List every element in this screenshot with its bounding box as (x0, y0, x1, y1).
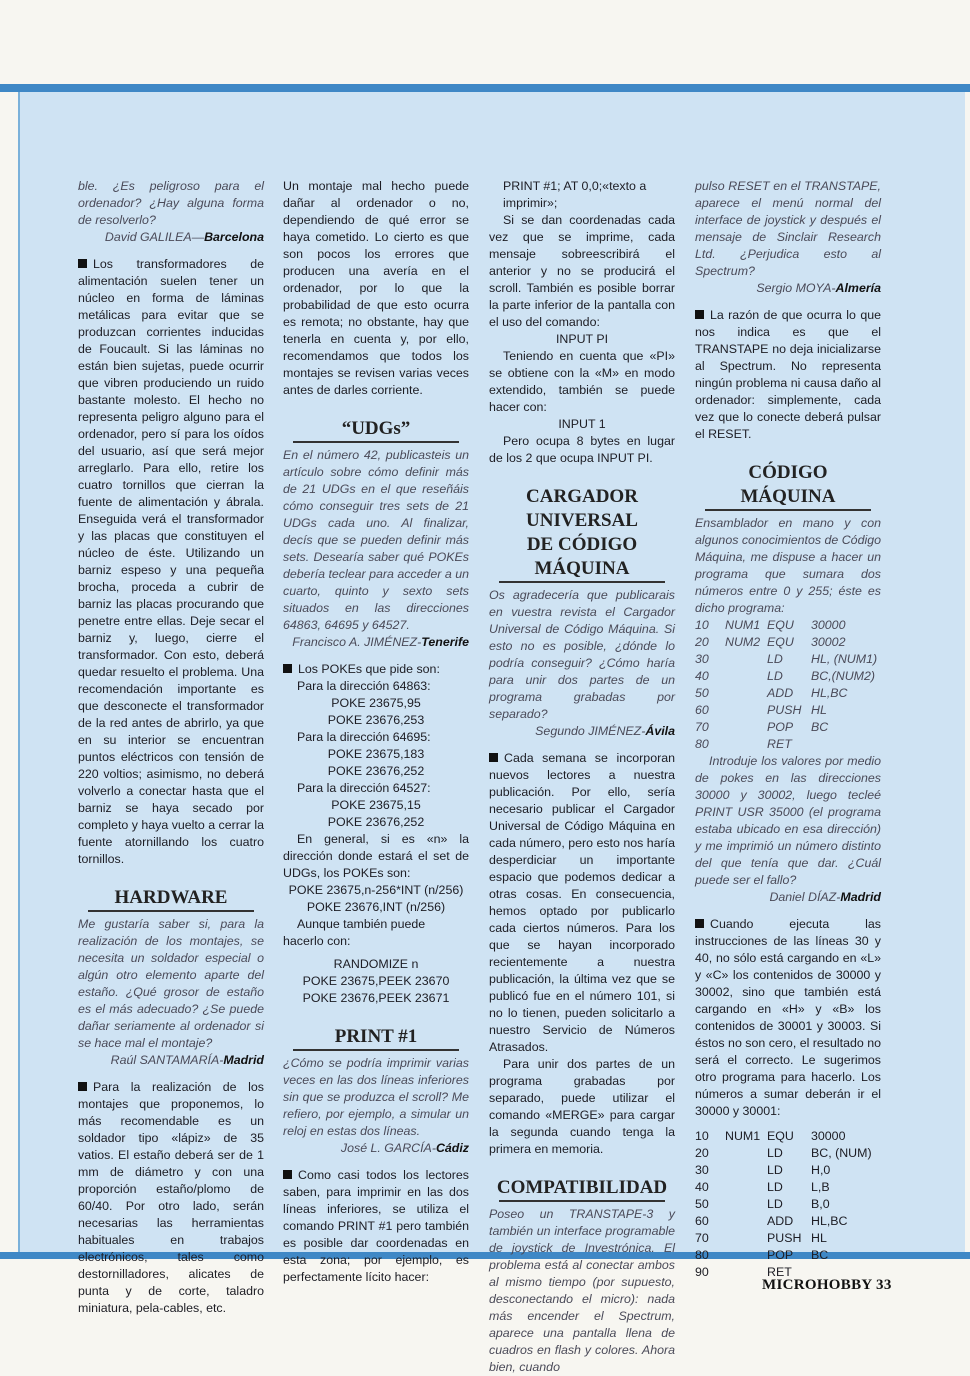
address-label: Para la dirección 64863: (297, 679, 431, 693)
code-cell: PUSH (767, 703, 802, 717)
code-cell: BC,(NUM2) (811, 669, 876, 683)
code-cell: 30000 (811, 1129, 846, 1143)
answer-text: Cuando ejecuta las instrucciones de las líneas 30 y 40, no sólo está cargando en «L» y «C» los contenidos de 30000 y 30002, sino que también está cargando en «H» y «B» los contenidos de 30001 y 30003. Si éstos no son cero, el resultado no será el correcto. Le sugerimos otro programa para hacerlo. Los números a sumar deberán ir el 30000 y 30001: (695, 917, 881, 1118)
code-cell (725, 1230, 767, 1247)
code-cell: 80 (695, 1248, 709, 1262)
signature: Raúl SANTAMARÍA-Madrid (110, 1053, 264, 1067)
answer-text: Teniendo en cuenta que «PI» se obtiene con la «M» en modo extendido, también se puede hacer con: (489, 349, 675, 414)
top-color-band (0, 84, 970, 92)
column-2 (283, 178, 469, 1286)
code-cell (725, 1264, 767, 1281)
question-text: pulso RESET en el TRANSTAPE, aparece el menú normal del interface de joystick y después el mensaje de Sinclair Research Ltd. ¿Perjudica esto al Spectrum? (695, 179, 881, 278)
code-line: POKE 23675,n-256*INT (n/256) (288, 883, 464, 897)
code-cell: PUSH (767, 1231, 802, 1245)
code-cell: HL (811, 703, 827, 717)
code-cell: 10 (695, 618, 709, 632)
section-title-hardware: HARDWARE (114, 887, 228, 908)
answer-text: Pero ocupa 8 bytes en lugar de los 2 que ocupa INPUT PI. (489, 434, 675, 465)
code-line: INPUT 1 (558, 417, 606, 431)
page-footer (762, 1277, 902, 1294)
title-rule (88, 910, 254, 912)
title-rule (499, 1200, 665, 1202)
section-title-codigo-maquina: MÁQUINA (740, 486, 836, 507)
answer-text: Los POKEs que pide son: (283, 661, 469, 678)
question-text: En el número 42, publicasteis un artículo sobre cómo definir más de 21 UDGs en el que reseñáis cómo conseguir tres sets de 21 UDGs cada uno. Al finalizar, decís que se pueden definir más sets. Desearía saber qué POKEs debería teclear para acceder a un cuarto, quinto y sexto sets situados en las direcciones 64863, 64695 y 64527. (283, 448, 469, 632)
code-cell: 10 (695, 1129, 709, 1143)
code-cell: EQU (767, 1129, 794, 1143)
assembler-listing (695, 617, 881, 753)
code-row (695, 736, 881, 753)
code-cell (725, 685, 767, 702)
code-row (695, 1162, 881, 1179)
code-line: POKE 23676,252 (327, 764, 425, 778)
bullet-square-icon (78, 259, 87, 268)
question-text: ¿Cómo se podría imprimir varias veces en las dos líneas inferiores sin que se produzca el scroll? Me refiero, por ejemplo, a simular un reloj en estas dos líneas. (283, 1056, 469, 1138)
code-cell: 50 (695, 1197, 709, 1211)
answer-text: Como casi todos los lectores saben, para imprimir en las dos líneas inferiores, se utiliza el comando PRINT #1 pero también es posible dar coordenadas en esta zona; por ejemplo, es perfectamente lícito hacer: (283, 1168, 469, 1284)
column-1 (78, 178, 264, 1317)
code-cell (725, 1247, 767, 1264)
code-cell: NUM1 (725, 1129, 761, 1143)
code-cell: POP (767, 720, 794, 734)
code-cell: 70 (695, 720, 709, 734)
code-line: POKE 23675,15 (331, 798, 421, 812)
answer-text: Para la realización de los montajes que proponemos, lo más recomendable es un soldador tipo «lápiz» de 35 vatios. El estaño deberá ser de 1 mm de diámetro y con una proporción estaño/plomo de 60/40. Por otro lado, serán necesarias las herramientas habituales en trabajos electrónicos, tales como destornilladores, alicates de punta y de corte, taladro miniatura, pela-cables, etc. (78, 1080, 264, 1315)
code-row (695, 1213, 881, 1230)
address-label: Para la dirección 64527: (297, 781, 431, 795)
code-cell: HL,BC (811, 686, 848, 700)
code-cell: EQU (767, 635, 794, 649)
section-title-cargador: CARGADOR (526, 486, 638, 507)
code-cell: B,0 (811, 1197, 830, 1211)
code-line: POKE 23676,252 (327, 815, 425, 829)
address-label: Para la dirección 64695: (297, 730, 431, 744)
title-rule (499, 581, 665, 583)
code-row (695, 617, 881, 634)
code-cell: NUM1 (725, 618, 761, 632)
code-line: POKE 23675,PEEK 23670 (302, 974, 450, 988)
assembler-listing (695, 1128, 881, 1281)
answer-text: Los transformadores de alimentación suelen tener un núcleo en forma de láminas metálicas para evitar que se produzcan corrientes inducidas de Foucault. Si las láminas no están bien sujetas, puede ocurrir que vibren produciendo un ruido bastante molesto. El hecho no representa peligro alguno para el ordenador, pero sí para los oídos del usuario, así que será mejor arreglarlo. Para ello, retire los cuatro tornillos que cierran la fuente de alimentación y ábrala. Enseguida verá el transformador y las placas que constituyen el núcleo de éste. Utilizando un barniz espeso y una pequeña brocha, proceda a cubrir de barniz las placas procurando que penetre entre ellas. Deje secar el barniz y, luego, cierre el transformador. Con esto, deberá quedar resuelto el problema. Una recomendación importante es que desconecte el transformador de la red antes de abrirlo, ya que en su interior se encuentran puntos eléctricos con tensión de 220 voltios; asimismo, no deberá volverlo a conectar hasta que el barniz se haya secado por completo y haya vuelto a cerrar la fuente atornillando los cuatro tornillos. (78, 257, 264, 866)
answer-text: Cada semana se incorporan nuevos lectores a nuestra publicación. Por ello, sería necesario publicar el Cargador Universal de Código Máquina en cada número, pero esto nos haría desperdiciar un importante espacio que podemos dedicar a otras cosas. En consecuencia, hemos optado por publicarlo cada ciertos números. Para los que se hayan incorporado recientemente a nuestra publicación, la última vez que se publicó fue en el número 101, si no lo tienen, pueden solicitarlo a nuestro Servicio de Números Atrasados. (489, 751, 675, 1054)
question-text: Poseo un TRANSTAPE-3 y también un interface programable de joystick de Investrónica. El problema está al conectar ambos al mismo tiempo (por supuesto, desconectando el micro): nada más encender el Spectrum, aparece una pantalla llena de cuadros en flash y colores. Ahora bien, cuando (489, 1207, 675, 1374)
code-cell: EQU (767, 618, 794, 632)
code-cell (725, 719, 767, 736)
code-cell: ADD (767, 1214, 794, 1228)
code-cell: LD (767, 1163, 783, 1177)
code-cell (725, 1196, 767, 1213)
answer-text: Si se dan coordenadas cada vez que se imprime, cada mensaje sobreescribirá el anterior y no se producirá el scroll. También es posible borrar la parte inferior de la pantalla con el uso del comando: (489, 213, 675, 329)
bullet-square-icon (78, 1082, 87, 1091)
signature: Segundo JIMÉNEZ-Ávila (535, 724, 675, 738)
code-cell: BC, (NUM) (811, 1146, 872, 1160)
code-cell (725, 651, 767, 668)
code-cell: ADD (767, 686, 794, 700)
code-line: POKE 23675,95 (331, 696, 421, 710)
code-cell (725, 736, 767, 753)
code-cell: LD (767, 1180, 783, 1194)
title-rule (293, 441, 459, 443)
code-cell: POP (767, 1248, 794, 1262)
code-row (695, 1230, 881, 1247)
code-cell: BC (811, 720, 829, 734)
code-cell: 70 (695, 1231, 709, 1245)
section-title-compatibilidad: COMPATIBILIDAD (496, 1177, 668, 1198)
code-cell: L,B (811, 1180, 830, 1194)
code-cell: HL,BC (811, 1214, 848, 1228)
section-title-cargador: UNIVERSAL (526, 510, 638, 531)
answer-text: Un montaje mal hecho puede dañar al ordenador o no, dependiendo de qué error se haya cometido. Lo cierto es que son pocos los errores que producen una avería en el ordenador, por lo que la probabilidad de que esto ocurra es remota; no obstante, hay que tenerla en cuenta y, por ello, recomendamos que todos los montajes se revisen varias veces antes de darles corriente. (283, 179, 469, 397)
question-text: Ensamblador en mano y con algunos conocimientos de Código Máquina, me dispuse a hacer un programa que sumara dos números entre 0 y 255; éste es dicho programa: (695, 516, 881, 615)
signature: Francisco A. JIMÉNEZ-Tenerife (292, 635, 469, 649)
answer-text: En general, si es «n» la dirección donde estará el set de UDGs, los POKEs son: (283, 832, 469, 880)
code-cell (725, 1213, 767, 1230)
section-title-codigo-maquina: CÓDIGO (748, 462, 828, 483)
code-row (695, 1128, 881, 1145)
code-row (695, 1179, 881, 1196)
code-cell: BC (811, 1248, 829, 1262)
code-cell: 30 (695, 1163, 709, 1177)
code-cell: 40 (695, 1180, 709, 1194)
code-cell: HL, (NUM1) (811, 652, 878, 666)
code-row (695, 651, 881, 668)
code-cell: RET (767, 737, 792, 751)
code-line: INPUT PI (555, 332, 609, 346)
code-cell: 20 (695, 1146, 709, 1160)
code-cell: 30002 (811, 635, 846, 649)
code-cell (811, 736, 881, 753)
code-cell: HL (811, 1231, 827, 1245)
signature: David GALILEA—Barcelona (104, 230, 264, 244)
code-cell (725, 702, 767, 719)
code-cell: 90 (695, 1265, 709, 1279)
code-row (695, 668, 881, 685)
code-cell: 20 (695, 635, 709, 649)
question-text: Os agradecería que publicarais en vuestra revista el Cargador Universal de Código Máquina. Si esto no es posible, ¿dónde lo podría conseguir? ¿Cómo haría para unir dos partes de un programa grabadas por separado? (489, 588, 675, 721)
question-text: ble. ¿Es peligroso para el ordenador? ¿Hay alguna forma de resolverlo? (78, 179, 264, 227)
section-title-print: PRINT #1 (334, 1026, 418, 1047)
code-row (695, 1196, 881, 1213)
code-cell: 50 (695, 686, 709, 700)
code-row (695, 719, 881, 736)
signature: Daniel DÍAZ-Madrid (769, 890, 881, 904)
bullet-square-icon (695, 919, 704, 928)
code-cell: 60 (695, 1214, 709, 1228)
code-cell: RET (767, 1265, 792, 1279)
bullet-square-icon (283, 1170, 292, 1179)
code-cell: 40 (695, 669, 709, 683)
code-cell (725, 1145, 767, 1162)
code-cell (725, 1179, 767, 1196)
code-row (695, 702, 881, 719)
magazine-name: MICROHOBBY (762, 1277, 872, 1293)
column-4 (695, 178, 881, 1281)
bullet-square-icon (695, 310, 704, 319)
code-row (695, 634, 881, 651)
bullet-square-icon (283, 664, 292, 673)
section-title-udgs: “UDGs” (341, 418, 411, 439)
code-line: POKE 23676,253 (327, 713, 425, 727)
answer-text: Aunque también puede hacerlo con: (283, 917, 426, 948)
code-cell: LD (767, 669, 783, 683)
signature: Sergio MOYA-Almería (756, 281, 881, 295)
section-title-cargador: DE CÓDIGO MÁQUINA (526, 534, 638, 579)
code-cell: H,0 (811, 1163, 831, 1177)
code-line: PRINT #1; AT 0,0;«texto a imprimir»; (503, 179, 647, 210)
question-text: Introduje los valores por medio de pokes en las direcciones 30000 y 30002, luego tecleé PRINT USR 35000 (el programa estaba ubicado en esa dirección) y me imprimió un número distinto del que tenía que dar. ¿Cuál puede ser el fallo? (695, 754, 881, 887)
code-line: POKE 23676,PEEK 23671 (302, 991, 450, 1005)
signature: José L. GARCÍA-Cádiz (340, 1141, 469, 1155)
code-cell: LD (767, 1197, 783, 1211)
title-rule (293, 1049, 459, 1051)
code-cell: LD (767, 652, 783, 666)
code-row (695, 1145, 881, 1162)
code-line: POKE 23676,INT (n/256) (306, 900, 446, 914)
code-cell (725, 1162, 767, 1179)
code-row (695, 1247, 881, 1264)
page-number: 33 (876, 1277, 892, 1293)
title-rule (705, 509, 871, 511)
code-cell: 60 (695, 703, 709, 717)
question-text: Me gustaría saber si, para la realización de los montajes, se necesita un soldador especial o algún otro elemento aparte del estaño. ¿Qué grosor de estaño es el más adecuado? ¿Se puede dañar seriamente al ordenador si se hace mal el montaje? (78, 917, 264, 1050)
answer-text: Para unir dos partes de un programa grabadas por separado, puede utilizar el comando «MERGE» para cargar la segunda cuando tenga la primera en memoria. (489, 1057, 675, 1156)
code-cell: LD (767, 1146, 783, 1160)
code-cell: 30 (695, 652, 709, 666)
answer-text: La razón de que ocurra lo que nos indica es que el TRANSTAPE no deja inicializarse al Spectrum. No representa ningún problema ni causa daño al ordenador: simplemente, cada vez que lo conecte deberá pulsar el RESET. (695, 308, 881, 441)
code-cell: 30000 (811, 618, 846, 632)
bullet-square-icon (489, 753, 498, 762)
code-cell: 80 (695, 737, 709, 751)
code-line: RANDOMIZE n (333, 957, 419, 971)
code-line: POKE 23675,183 (327, 747, 425, 761)
code-row (695, 685, 881, 702)
code-cell: NUM2 (725, 635, 761, 649)
code-cell (725, 668, 767, 685)
column-3 (489, 178, 675, 1376)
